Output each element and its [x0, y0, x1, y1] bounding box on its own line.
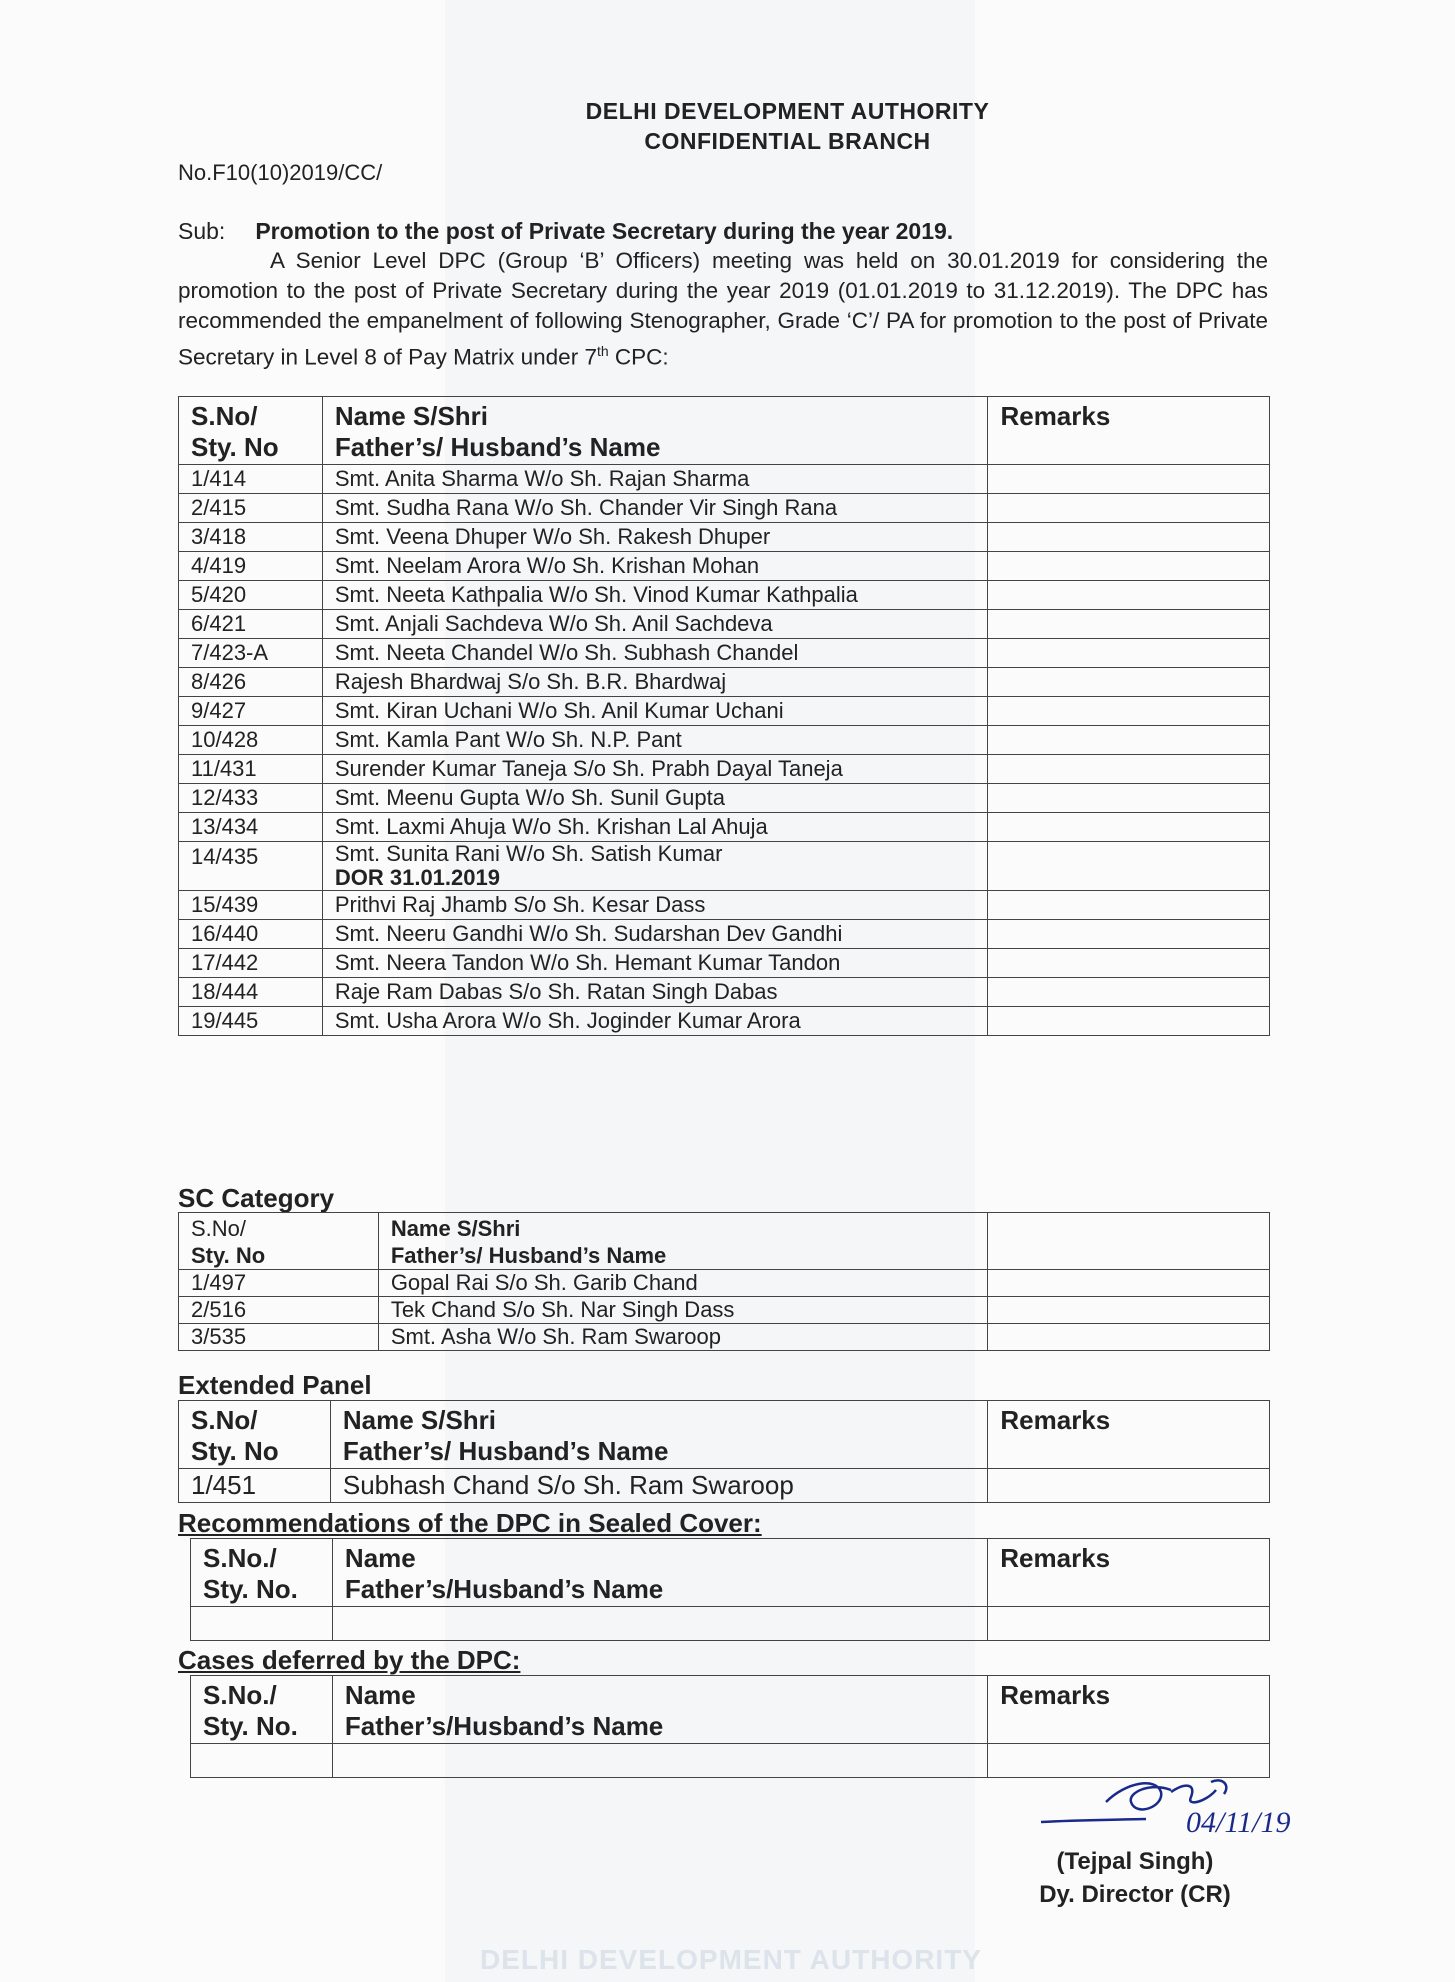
- name-cell: [322, 494, 988, 523]
- sealed-empty-row: [191, 1607, 1270, 1641]
- sno-cell: 17/442: [179, 949, 323, 978]
- remarks-cell: [988, 494, 1270, 523]
- name-text: Surender Kumar Taneja S/o Sh. Prabh Dayal Taneja: [334, 756, 843, 781]
- name-cell: [322, 697, 988, 726]
- name-text: Smt. Neelam Arora W/o Sh. Krishan Mohan: [334, 553, 760, 578]
- sno-cell: 13/434: [179, 813, 323, 842]
- sno-cell: 3/535: [179, 1324, 379, 1351]
- header-remarks: Remarks: [988, 397, 1270, 465]
- name-text: Subhash Chand S/o Sh. Ram Swaroop: [342, 1470, 794, 1500]
- name-text: Smt. Neeru Gandhi W/o Sh. Sudarshan Dev Gandhi: [334, 921, 843, 946]
- sno-cell: 2/516: [179, 1297, 379, 1324]
- remarks-cell: [988, 668, 1270, 697]
- table-header-row: [179, 397, 1270, 465]
- extended-panel-title: Extended Panel: [178, 1370, 372, 1400]
- sno-cell: 5/420: [179, 581, 323, 610]
- deferred-header-remarks: Remarks: [988, 1676, 1270, 1744]
- remarks-cell: [988, 1324, 1270, 1351]
- sno-cell: 12/433: [179, 784, 323, 813]
- remarks-cell: [988, 1469, 1270, 1503]
- intro-superscript: th: [596, 343, 609, 359]
- name-text: Smt. Asha W/o Sh. Ram Swaroop: [390, 1324, 721, 1349]
- name-text: Gopal Rai S/o Sh. Garib Chand: [390, 1270, 698, 1295]
- name-cell: [322, 639, 988, 668]
- table-row: [179, 523, 1270, 552]
- name-text: Raje Ram Dabas S/o Sh. Ratan Singh Dabas: [334, 979, 778, 1004]
- ext-header-remarks: Remarks: [988, 1401, 1270, 1469]
- remarks-cell: [988, 1270, 1270, 1297]
- name-text: Smt. Neeta Chandel W/o Sh. Subhash Chandel: [334, 640, 799, 665]
- sno-cell: 15/439: [179, 891, 323, 920]
- name-cell: [322, 465, 988, 494]
- remarks-cell: [988, 581, 1270, 610]
- sno-cell: 10/428: [179, 726, 323, 755]
- name-text: Smt. Anjali Sachdeva W/o Sh. Anil Sachdeva: [334, 611, 773, 636]
- name-cell: [322, 1007, 988, 1036]
- name-text: Smt. Meenu Gupta W/o Sh. Sunil Gupta: [334, 785, 725, 810]
- table-row: [179, 949, 1270, 978]
- sc-header-row: [179, 1213, 1270, 1270]
- sc-category-table: [178, 1212, 1270, 1351]
- table-row: [179, 465, 1270, 494]
- remarks-cell: [988, 949, 1270, 978]
- sc-header-blank: [988, 1213, 1270, 1270]
- remarks-cell: [988, 920, 1270, 949]
- name-text: Smt. Kamla Pant W/o Sh. N.P. Pant: [334, 727, 682, 752]
- watermark-text: DELHI DEVELOPMENT AUTHORITY: [480, 1944, 982, 1975]
- intro-paragraph: [178, 246, 1268, 373]
- remarks-cell: [988, 891, 1270, 920]
- name-cell: [378, 1297, 988, 1324]
- name-cell: [322, 891, 988, 920]
- sealed-header-sno: S.No./ Sty. No.: [191, 1539, 333, 1607]
- name-cell: [322, 755, 988, 784]
- remarks-cell: [988, 784, 1270, 813]
- remarks-cell: [988, 465, 1270, 494]
- name-cell: [322, 523, 988, 552]
- table-row: [179, 668, 1270, 697]
- header-name: Name S/Shri Father’s/ Husband’s Name: [322, 397, 988, 465]
- sno-cell: 8/426: [179, 668, 323, 697]
- remarks-cell: [988, 1297, 1270, 1324]
- table-row: [179, 1297, 1270, 1324]
- handwritten-signature: [1036, 1762, 1316, 1842]
- name-cell: [322, 949, 988, 978]
- deferred-header-name: Name Father’s/Husband’s Name: [332, 1676, 987, 1744]
- file-number: No.F10(10)2019/CC/: [178, 160, 383, 185]
- sno-cell: 1/497: [179, 1270, 379, 1297]
- subject-text: Promotion to the post of Private Secretary during the year 2019.: [255, 218, 954, 244]
- remarks-cell: [988, 697, 1270, 726]
- table-row: [179, 494, 1270, 523]
- table-row: [179, 1469, 1270, 1503]
- dor-note: DOR 31.01.2019: [334, 865, 500, 890]
- name-text: Smt. Usha Arora W/o Sh. Joginder Kumar Arora: [334, 1008, 801, 1033]
- sno-cell: 19/445: [179, 1007, 323, 1036]
- table-row: [179, 639, 1270, 668]
- name-text: Smt. Laxmi Ahuja W/o Sh. Krishan Lal Ahuja: [334, 814, 768, 839]
- table-row: [179, 581, 1270, 610]
- name-cell: [330, 1469, 988, 1503]
- name-cell: [322, 581, 988, 610]
- name-cell: [378, 1270, 988, 1297]
- name-cell: [322, 784, 988, 813]
- signature-date: 04/11/19: [1186, 1806, 1291, 1839]
- name-text: Smt. Sudha Rana W/o Sh. Chander Vir Singh Rana: [334, 495, 838, 520]
- table-row: [179, 697, 1270, 726]
- sno-cell: 11/431: [179, 755, 323, 784]
- org-heading: DELHI DEVELOPMENT AUTHORITY: [585, 98, 990, 124]
- name-cell: [322, 668, 988, 697]
- name-text: Smt. Anita Sharma W/o Sh. Rajan Sharma: [334, 466, 750, 491]
- sealed-cover-title: Recommendations of the DPC in Sealed Cover:: [178, 1508, 762, 1538]
- name-text: Tek Chand S/o Sh. Nar Singh Dass: [390, 1297, 735, 1322]
- sno-cell: 18/444: [179, 978, 323, 1007]
- sealed-header-remarks: Remarks: [988, 1539, 1270, 1607]
- subject-line: [178, 218, 953, 245]
- table-row: [179, 755, 1270, 784]
- signatory-name: (Tejpal Singh): [1056, 1848, 1214, 1875]
- name-text: Smt. Sunita Rani W/o Sh. Satish Kumar: [334, 841, 723, 866]
- ext-header-name: Name S/Shri Father’s/ Husband’s Name: [330, 1401, 988, 1469]
- subject-label: Sub:: [178, 218, 226, 244]
- name-cell: [322, 978, 988, 1007]
- sno-cell: 1/414: [179, 465, 323, 494]
- table-row: [179, 978, 1270, 1007]
- signatory-block: [1000, 1845, 1270, 1911]
- table-row: [179, 726, 1270, 755]
- intro-text-end: CPC:: [614, 344, 669, 370]
- name-text: Smt. Neera Tandon W/o Sh. Hemant Kumar Tandon: [334, 950, 841, 975]
- name-text: Smt. Veena Dhuper W/o Sh. Rakesh Dhuper: [334, 524, 771, 549]
- name-cell: [322, 610, 988, 639]
- remarks-cell: [988, 639, 1270, 668]
- main-panel-table: [178, 396, 1270, 1036]
- branch-heading: CONFIDENTIAL BRANCH: [644, 128, 931, 154]
- table-row: [179, 1007, 1270, 1036]
- sno-cell: 7/423-A: [179, 639, 323, 668]
- sno-cell: 9/427: [179, 697, 323, 726]
- remarks-cell: [988, 755, 1270, 784]
- deferred-header-row: [191, 1676, 1270, 1744]
- sno-cell: 14/435: [179, 842, 323, 891]
- remarks-cell: [988, 726, 1270, 755]
- sno-cell: 2/415: [179, 494, 323, 523]
- name-text: Smt. Kiran Uchani W/o Sh. Anil Kumar Uchani: [334, 698, 784, 723]
- header-sno: S.No/ Sty. No: [179, 397, 323, 465]
- name-cell: [322, 813, 988, 842]
- table-row: [179, 920, 1270, 949]
- sno-cell: 16/440: [179, 920, 323, 949]
- remarks-cell: [988, 978, 1270, 1007]
- sc-header-name: Name S/Shri Father’s/ Husband’s Name: [378, 1213, 988, 1270]
- table-row: [179, 610, 1270, 639]
- table-row: [179, 1324, 1270, 1351]
- sno-cell: 4/419: [179, 552, 323, 581]
- table-row: [179, 842, 1270, 891]
- name-text: Prithvi Raj Jhamb S/o Sh. Kesar Dass: [334, 892, 706, 917]
- remarks-cell: [988, 813, 1270, 842]
- remarks-cell: [988, 842, 1270, 891]
- remarks-cell: [988, 610, 1270, 639]
- remarks-cell: [988, 523, 1270, 552]
- name-text: Smt. Neeta Kathpalia W/o Sh. Vinod Kumar Kathpalia: [334, 582, 858, 607]
- remarks-cell: [988, 552, 1270, 581]
- sealed-cover-table: [190, 1538, 1270, 1641]
- ext-header-row: [179, 1401, 1270, 1469]
- deferred-header-sno: S.No./ Sty. No.: [191, 1676, 333, 1744]
- sno-cell: 3/418: [179, 523, 323, 552]
- sno-cell: 6/421: [179, 610, 323, 639]
- deferred-title: Cases deferred by the DPC:: [178, 1645, 521, 1675]
- sno-cell: 1/451: [179, 1469, 331, 1503]
- signatory-designation: Dy. Director (CR): [1039, 1881, 1231, 1908]
- sealed-header-name: Name Father’s/Husband’s Name: [332, 1539, 987, 1607]
- table-row: [179, 784, 1270, 813]
- sc-category-title: SC Category: [178, 1183, 335, 1213]
- table-row: [179, 1270, 1270, 1297]
- name-text: Rajesh Bhardwaj S/o Sh. B.R. Bhardwaj: [334, 669, 727, 694]
- name-cell: [322, 726, 988, 755]
- remarks-cell: [988, 1007, 1270, 1036]
- ext-header-sno: S.No/ Sty. No: [179, 1401, 331, 1469]
- name-cell: [378, 1324, 988, 1351]
- table-row: [179, 813, 1270, 842]
- sc-header-sno: S.No/ Sty. No: [179, 1213, 379, 1270]
- table-row: [179, 552, 1270, 581]
- sealed-header-row: [191, 1539, 1270, 1607]
- extended-panel-table: [178, 1400, 1270, 1503]
- name-cell: [322, 920, 988, 949]
- name-cell: [322, 552, 988, 581]
- name-cell: [322, 842, 988, 891]
- intro-text: A Senior Level DPC (Group ‘B’ Officers) meeting was held on 30.01.2019 for considering the promotion to the post of Private Secretary during the year 2019 (01.01.2019 to 31.12.2019). The DPC has recommended the empanelment of following Stenographer, Grade ‘C’/ PA for promotion to the post of Private Secretary in Level 8 of Pay Matrix under 7: [178, 248, 1268, 370]
- table-row: [179, 891, 1270, 920]
